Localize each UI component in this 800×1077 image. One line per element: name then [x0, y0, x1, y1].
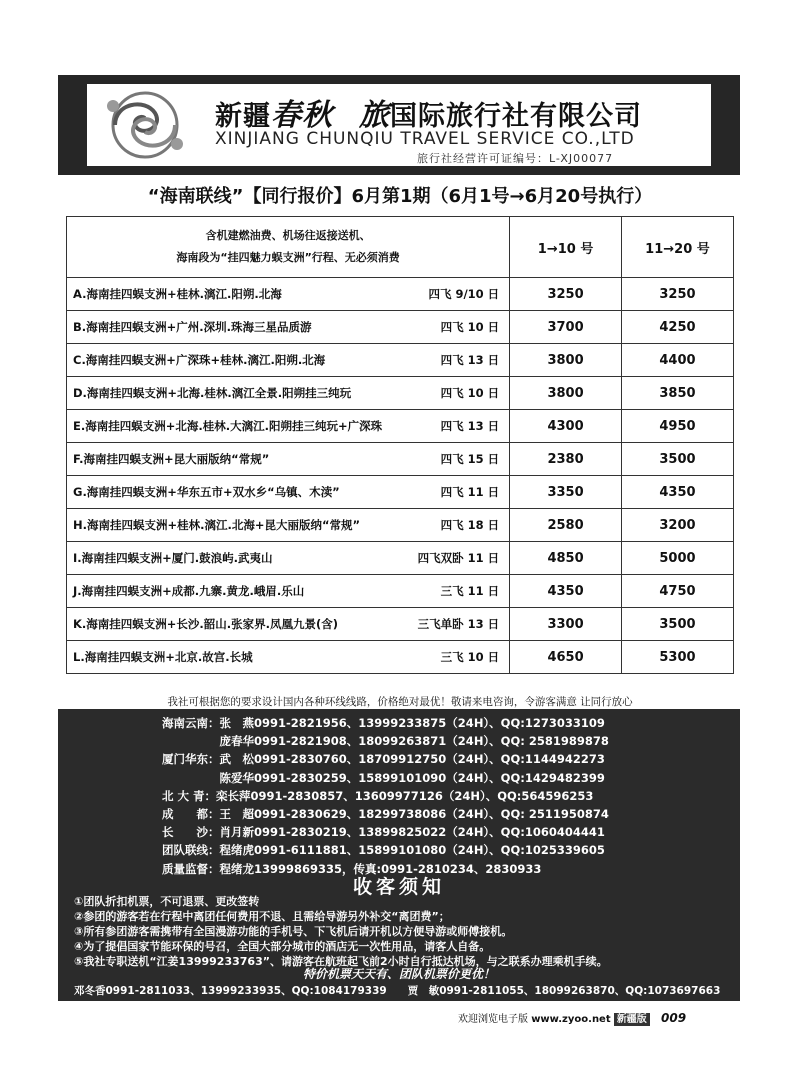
- flight-days: 三飞 10 日: [440, 650, 500, 664]
- price-1-10: 4850: [510, 542, 622, 575]
- route-cell: [67, 410, 510, 443]
- flight-days: 四飞 13 日: [440, 353, 500, 367]
- table-row: [67, 641, 734, 674]
- route-cell: [67, 311, 510, 344]
- column-header-1-10: 1→10 号: [510, 217, 622, 278]
- contact-line: 成 都：王 超0991-2830629、18299738086（24H）、QQ: 2511950874: [162, 807, 609, 821]
- price-1-10: 3300: [510, 608, 622, 641]
- price-11-20: 5000: [621, 542, 733, 575]
- route-cell: [67, 344, 510, 377]
- route-cell: [67, 278, 510, 311]
- price-1-10: 3350: [510, 476, 622, 509]
- footer-welcome: 欢迎浏览电子版: [458, 1014, 528, 1025]
- table-row: [67, 443, 734, 476]
- route-name: F.海南挂四蜈支洲+昆大丽版纳“常规”: [73, 452, 270, 466]
- header-logo-panel: [87, 84, 711, 166]
- contact-line: 质量监督：程绪龙13999869335，传真:0991-2810234、2830933: [162, 861, 542, 876]
- contact-line: 团队联线：程绪虎0991-6111881、15899101080（24H）、QQ:1025339605: [162, 843, 605, 858]
- price-11-20: 4400: [621, 344, 733, 377]
- price-1-10: 3250: [510, 278, 622, 311]
- bottom-contact: 邓冬香0991-2811033、13999233935、QQ:1084179339 贾 敏0991-2811055、18099263870、QQ:1073697663: [74, 985, 721, 997]
- route-cell: [67, 608, 510, 641]
- flight-days: 三飞单卧 13 日: [417, 617, 500, 631]
- route-name: L.海南挂四蜈支洲+北京.故宫.长城: [73, 650, 253, 664]
- route-cell: [67, 542, 510, 575]
- table-row: [67, 476, 734, 509]
- promo-text: 特价机票天天有、团队机票价更优！: [302, 967, 495, 981]
- footer: [458, 1010, 686, 1025]
- contact-line: 长 沙：肖月新0991-2830219、13899825022（24H）、QQ:1060404441: [162, 825, 605, 840]
- table-row: [67, 542, 734, 575]
- slogan: 我社可根据您的要求设计国内各种环线线路，价格绝对最优！敬请来电咨询，令游客满意 让同行放心: [167, 696, 633, 708]
- table-row: [67, 344, 734, 377]
- table-row: [67, 311, 734, 344]
- flight-days: 四飞 15 日: [440, 452, 500, 466]
- route-name: G.海南挂四蜈支洲+华东五市+双水乡“乌镇、木渎”: [73, 485, 340, 499]
- contact-line: 陈爱华0991-2830259、15899101090（24H）、QQ:1429482399: [162, 770, 605, 785]
- company-name-en: XINJIANG CHUNQIU TRAVEL SERVICE CO.,LTD: [215, 129, 635, 149]
- flight-days: 四飞双卧 11 日: [417, 551, 500, 565]
- route-cell: [67, 476, 510, 509]
- table-row: [67, 608, 734, 641]
- header-banner: [58, 75, 740, 175]
- table-header-row: [67, 217, 734, 278]
- page-title: “海南联线”【同行报价】6月第1期（6月1号→6月20号执行）: [147, 186, 653, 207]
- footer-site-link[interactable]: www.zyoo.net: [531, 1014, 611, 1025]
- price-1-10: 3800: [510, 377, 622, 410]
- contact-line: 海南云南：张 燕0991-2821956、13999233875（24H）、QQ:1273033109: [162, 716, 605, 730]
- flight-days: 四飞 10 日: [440, 386, 500, 400]
- flight-days: 四飞 13 日: [440, 419, 500, 433]
- price-1-10: 4350: [510, 575, 622, 608]
- price-11-20: 3200: [621, 509, 733, 542]
- flight-days: 四飞 18 日: [440, 518, 500, 532]
- route-name: C.海南挂四蜈支洲+广深珠+桂林.漓江.阳朔.北海: [73, 353, 326, 367]
- contact-line: 厦门华东：武 松0991-2830760、18709912750（24H）、QQ:1144942273: [162, 752, 605, 767]
- price-11-20: 3500: [621, 608, 733, 641]
- route-cell: [67, 641, 510, 674]
- route-cell: [67, 509, 510, 542]
- notice-item: ②参团的游客若在行程中离团任何费用不退、且需给导游另外补交“离团费”；: [74, 910, 450, 923]
- price-11-20: 4750: [621, 575, 733, 608]
- table-row: [67, 278, 734, 311]
- route-name: H.海南挂四蜈支洲+桂林.漓江.北海+昆大丽版纳“常规”: [73, 518, 361, 532]
- route-name: I.海南挂四蜈支洲+厦门.鼓浪屿.武夷山: [73, 551, 273, 565]
- route-cell: [67, 575, 510, 608]
- price-1-10: 2380: [510, 443, 622, 476]
- contact-line: 北 大 青：栾长萍0991-2830857、13609977126（24H）、QQ:564596253: [162, 788, 594, 803]
- route-name: D.海南挂四蜈支洲+北海.桂林.漓江全景.阳朔挂三纯玩: [73, 386, 352, 400]
- notice-title: 收客须知: [352, 876, 445, 898]
- flight-days: 四飞 9/10 日: [428, 287, 500, 301]
- route-name: B.海南挂四蜈支洲+广州.深圳.珠海三星品质游: [73, 320, 312, 334]
- route-name: J.海南挂四蜈支洲+成都.九寨.黄龙.峨眉.乐山: [73, 584, 305, 598]
- table-row: [67, 509, 734, 542]
- price-11-20: 4250: [621, 311, 733, 344]
- price-11-20: 3250: [621, 278, 733, 311]
- route-name: E.海南挂四蜈支洲+北海.桂林.大漓江.阳朔挂三纯玩+广深珠: [73, 419, 383, 433]
- price-11-20: 3500: [621, 443, 733, 476]
- price-1-10: 2580: [510, 509, 622, 542]
- page-number: 009: [661, 1011, 687, 1025]
- price-1-10: 4650: [510, 641, 622, 674]
- route-name: A.海南挂四蜈支洲+桂林.漓江.阳朔.北海: [73, 287, 282, 301]
- price-table: [66, 216, 734, 674]
- route-cell: [67, 377, 510, 410]
- notice-item: ④为了提倡国家节能环保的号召，全国大部分城市的酒店无一次性用品，请客人自备。: [74, 940, 491, 953]
- contact-panel: [58, 709, 740, 1001]
- flight-days: 四飞 11 日: [440, 485, 500, 499]
- route-cell: [67, 443, 510, 476]
- table-note-cell: 含机建燃油费、机场往返接送机、 海南段为“挂四魅力蜈支洲”行程、无必须消费: [67, 217, 510, 278]
- table-row: [67, 575, 734, 608]
- contact-line: 庞春华0991-2821908、18099263871（24H）、QQ: 2581989878: [162, 734, 609, 749]
- footer-edition-tag: 新疆版: [614, 1013, 650, 1026]
- notice-item: ⑤我社专职送机“江姜13999233763”、请游客在航班起飞前2小时自行抵达机场，与之联系办理乘机手续。: [74, 955, 608, 968]
- route-name: K.海南挂四蜈支洲+长沙.韶山.张家界.凤凰九景(含): [73, 617, 339, 631]
- table-row: [67, 377, 734, 410]
- notice-item: ③所有参团游客需携带有全国漫游功能的手机号、下飞机后请开机以方便导游或师傅接机。: [74, 925, 513, 938]
- price-1-10: 3800: [510, 344, 622, 377]
- table-row: [67, 410, 734, 443]
- price-11-20: 3850: [621, 377, 733, 410]
- price-11-20: 4350: [621, 476, 733, 509]
- price-1-10: 3700: [510, 311, 622, 344]
- swirl-logo-icon: [95, 88, 195, 162]
- price-11-20: 5300: [621, 641, 733, 674]
- license-number: 旅行社经营许可证编号：L-XJ00077: [417, 152, 614, 165]
- column-header-11-20: 11→20 号: [621, 217, 733, 278]
- company-name-cn: 新疆春秋 旅国际旅行社有限公司: [215, 98, 642, 133]
- notice-item: ①团队折扣机票，不可退票、更改签转: [74, 895, 260, 908]
- price-11-20: 4950: [621, 410, 733, 443]
- flight-days: 三飞 11 日: [440, 584, 500, 598]
- flight-days: 四飞 10 日: [440, 320, 500, 334]
- price-1-10: 4300: [510, 410, 622, 443]
